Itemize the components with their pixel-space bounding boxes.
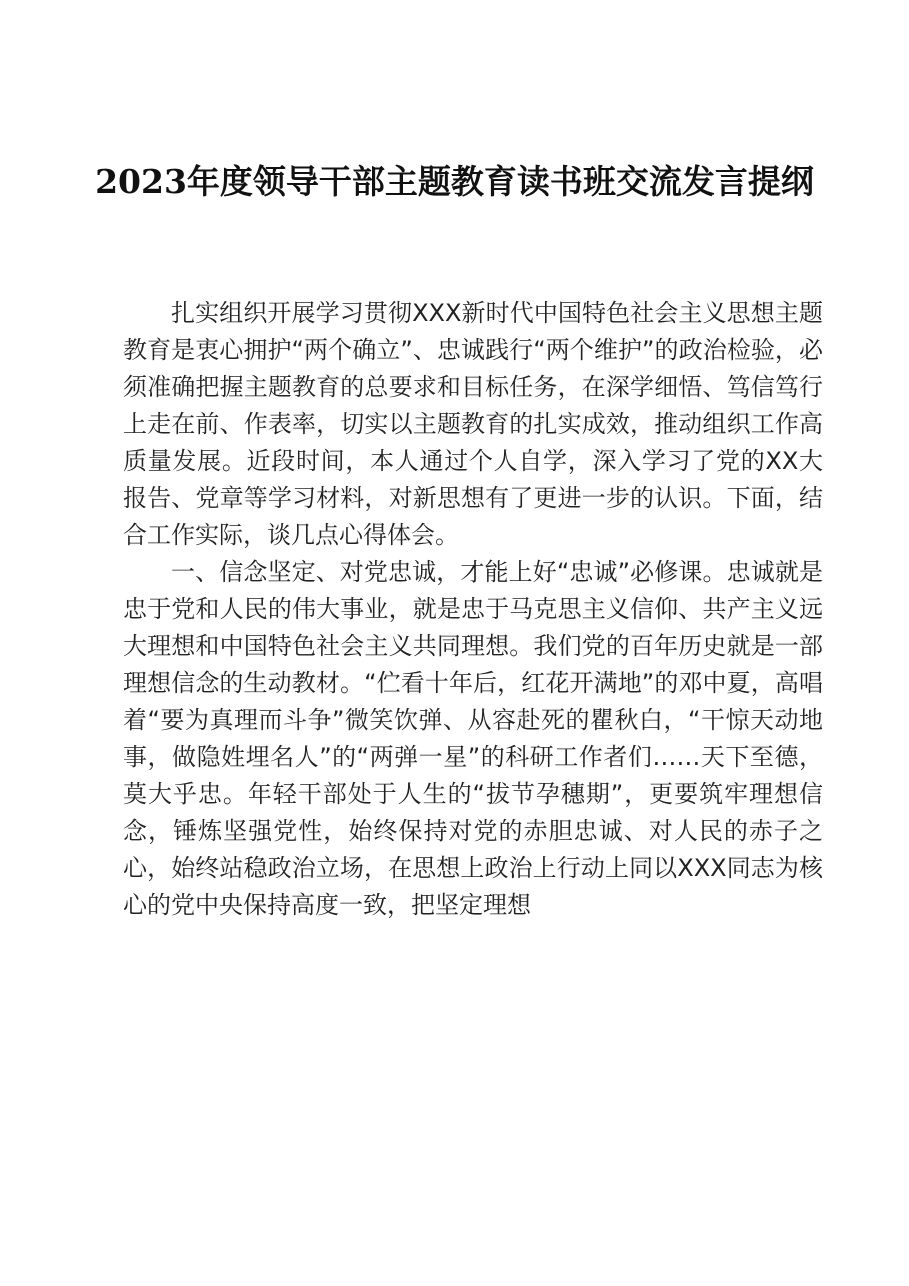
- document-body: [123, 295, 823, 924]
- section-one-paragraph: 一、信念坚定、对党忠诚，才能上好“忠诚”必修课。忠诚就是忠于党和人民的伟大事业，就是忠于马克思主义信仰、共产主义远大理想和中国特色社会主义共同理想。我们党的百年历史就是一部理想信念的生动教材。“伫看十年后，红花开满地”的邓中夏，高唱着“要为真理而斗争”微笑饮弹、从容赴死的瞿秋白，“干惊天动地事，做隐姓埋名人”的“两弹一星”的科研工作者们……天下至德，莫大乎忠。年轻干部处于人生的“拔节孕穗期”，更要筑牢理想信念，锤炼坚强党性，始终保持对党的赤胆忠诚、对人民的赤子之心，始终站稳政治立场，在思想上政治上行动上同以XXX同志为核心的党中央保持高度一致，把坚定理想: [123, 558, 823, 919]
- intro-paragraph: 扎实组织开展学习贯彻XXX新时代中国特色社会主义思想主题教育是衷心拥护“两个确立”、忠诚践行“两个维护”的政治检验，必须准确把握主题教育的总要求和目标任务，在深学细悟、笃信笃行上走在前、作表率，切实以主题教育的扎实成效，推动组织工作高质量发展。近段时间，本人通过个人自学，深入学习了党的XX大报告、党章等学习材料，对新思想有了更进一步的认识。下面，结合工作实际，谈几点心得体会。: [123, 299, 823, 549]
- document-title: 2023年度领导干部主题教育读书班交流发言提纲: [95, 162, 814, 201]
